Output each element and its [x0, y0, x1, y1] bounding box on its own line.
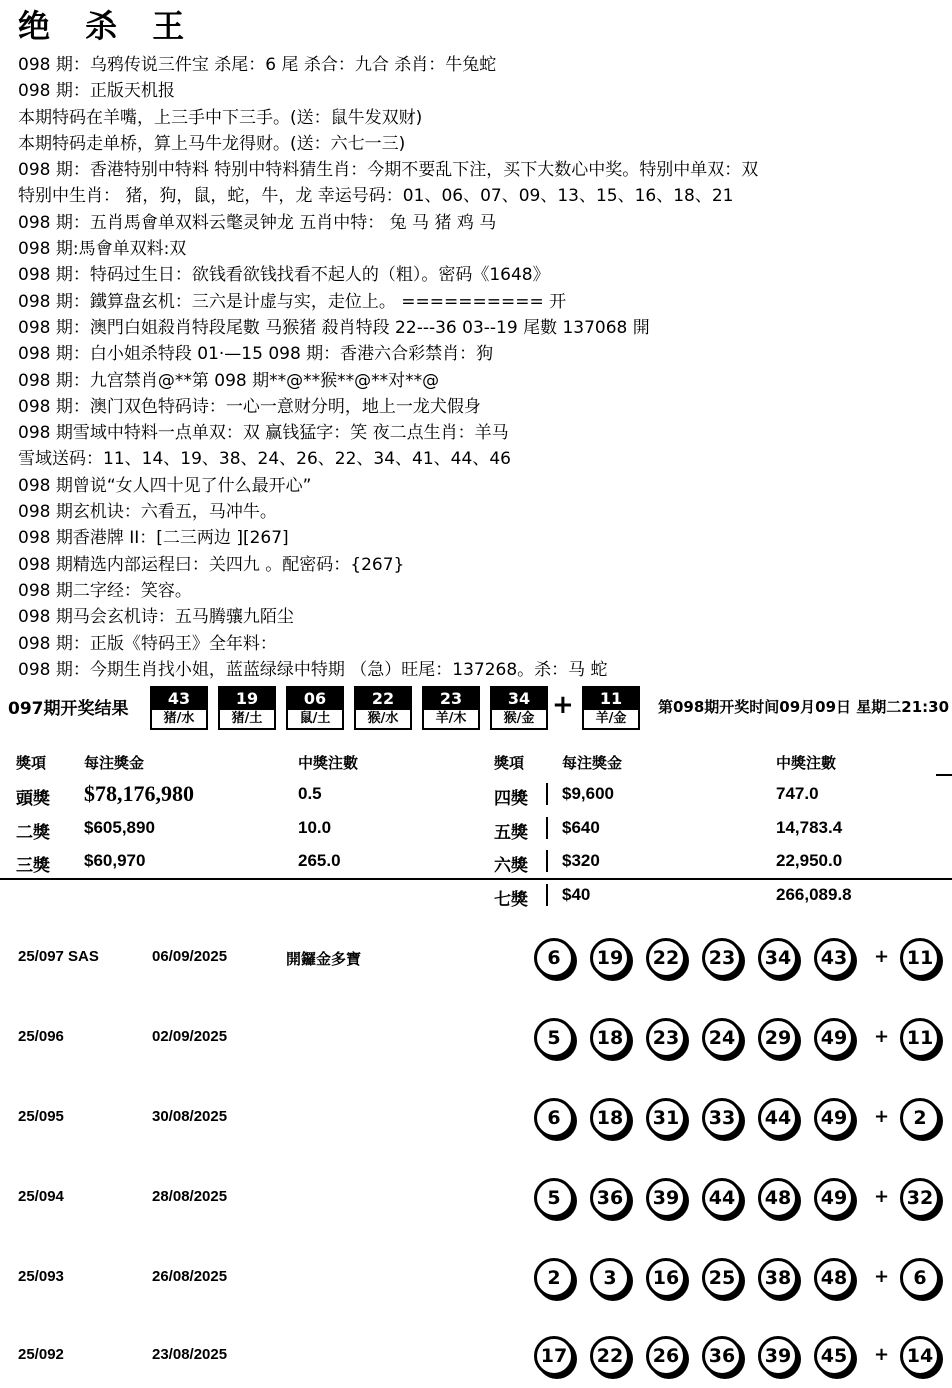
column-separator	[546, 884, 548, 906]
draw-number-box	[422, 686, 480, 730]
text-line: 098 期：九宫禁肖@**第 098 期**@**猴**@**对**@	[18, 370, 440, 391]
plus-sign: +	[552, 690, 574, 720]
history-issue: 25/092	[18, 1346, 64, 1363]
number-ball: 18	[590, 1018, 630, 1058]
draw-number-box	[490, 686, 548, 730]
history-date: 26/08/2025	[152, 1268, 228, 1285]
prize-amount: $78,176,980	[84, 781, 194, 806]
history-row	[0, 932, 952, 982]
text-line: 098 期玄机诀：六看五，马冲牛。	[18, 502, 277, 523]
text-line: 特别中生肖： 猪，狗，鼠，蛇，牛，龙 幸运号码：01、06、07、09、13、15、16、18、21	[18, 186, 734, 207]
prize-name: 五獎	[494, 823, 528, 842]
text-line: 本期特码在羊嘴，上三手中下三手。(送：鼠牛发双财)	[18, 107, 423, 128]
number-ball: 39	[758, 1336, 798, 1376]
number-ball: 49	[814, 1018, 854, 1058]
text-line: 098 期：白小姐杀特段 01·—15 098 期：香港六合彩禁肖：狗	[18, 344, 494, 365]
next-draw-time: 第098期开奖时间09月09日 星期二21:30	[658, 698, 950, 716]
number-ball: 5	[534, 1018, 574, 1058]
number-ball: 49	[814, 1098, 854, 1138]
text-line: 098 期马会玄机诗：五马腾骧九陌尘	[18, 607, 294, 628]
prize-winners: 10.0	[298, 818, 332, 837]
header-rule	[936, 774, 952, 776]
number-ball: 49	[814, 1178, 854, 1218]
prize-table	[0, 744, 952, 914]
text-line: 098 期:馬會单双料:双	[18, 239, 187, 260]
special-number-box	[582, 686, 640, 730]
prize-name: 三獎	[16, 856, 50, 875]
column-separator	[546, 850, 548, 872]
number-ball: 39	[646, 1178, 686, 1218]
draw-zodiac: 猪/水	[163, 711, 195, 726]
special-ball: 6	[900, 1258, 940, 1298]
special-ball: 14	[900, 1336, 940, 1376]
text-line: 098 期：特码过生日：欲钱看欲钱找看不起人的（粗）。密码《1648》	[18, 265, 550, 286]
number-ball: 25	[702, 1258, 742, 1298]
text-line: 098 期：乌鸦传说三件宝 杀尾：6 尾 杀合：九合 杀肖：牛兔蛇	[18, 55, 497, 75]
ball-set	[534, 1258, 948, 1302]
history-date: 28/08/2025	[152, 1188, 228, 1205]
prize-name: 六獎	[494, 856, 528, 875]
text-line: 本期特码走单桥，算上马牛龙得财。(送：六七一三)	[18, 133, 406, 154]
draw-zodiac: 猪/土	[231, 711, 263, 726]
draw-zodiac: 羊/木	[435, 711, 467, 726]
column-separator	[546, 817, 548, 839]
special-ball: 32	[900, 1178, 940, 1218]
number-ball: 44	[702, 1178, 742, 1218]
prize-name: 四獎	[494, 789, 528, 808]
number-ball: 16	[646, 1258, 686, 1298]
text-line: 098 期雪域中特料一点单双：双 赢钱猛字：笑 夜二点生肖：羊马	[18, 423, 509, 444]
history-issue: 25/093	[18, 1268, 64, 1285]
draw-number: 19	[220, 688, 274, 710]
history-issue: 25/097 SAS	[18, 948, 99, 965]
draw-number: 22	[356, 688, 410, 710]
text-line: 098 期：正版《特码王》全年料：	[18, 633, 277, 654]
ball-set	[534, 1178, 948, 1222]
text-line: 098 期：五肖馬會单双料云氅灵钟龙 五肖中特： 兔 马 猪 鸡 马	[18, 212, 497, 233]
number-ball: 3	[590, 1258, 630, 1298]
header-amount: 每注獎金	[84, 755, 145, 772]
number-ball: 23	[646, 1018, 686, 1058]
draw-number-box	[150, 686, 208, 730]
number-ball: 36	[590, 1178, 630, 1218]
text-line: 雪域送码：11、14、19、38、24、26、22、34、41、44、46	[18, 449, 511, 470]
number-ball: 44	[758, 1098, 798, 1138]
draw-history	[0, 926, 952, 1386]
prize-winners: 0.5	[298, 784, 322, 803]
number-ball: 31	[646, 1098, 686, 1138]
text-line: 098 期精选内部运程曰：关四九 。配密码：{267}	[18, 554, 405, 575]
history-date: 30/08/2025	[152, 1108, 228, 1125]
plus-sign: +	[874, 1266, 890, 1287]
draw-number-box	[218, 686, 276, 730]
ball-set	[534, 1336, 948, 1380]
draw-number: 06	[288, 688, 342, 710]
plus-sign: +	[874, 946, 890, 967]
header-item: 獎項	[16, 755, 47, 772]
plus-sign: +	[874, 1186, 890, 1207]
text-line: 098 期：今期生肖找小姐，蓝蓝绿绿中特期 （急）旺尾：137268。杀：马 蛇	[18, 659, 608, 680]
number-ball: 43	[814, 938, 854, 978]
plus-sign: +	[874, 1026, 890, 1047]
number-ball: 23	[702, 938, 742, 978]
history-issue: 25/095	[18, 1108, 64, 1125]
text-line: 098 期二字经：笑容。	[18, 580, 192, 601]
draw-results-bar	[0, 686, 952, 732]
number-ball: 45	[814, 1336, 854, 1376]
ball-set	[534, 1018, 948, 1062]
special-zodiac: 羊/金	[595, 711, 627, 726]
number-ball: 34	[758, 938, 798, 978]
draw-number-box	[354, 686, 412, 730]
history-row	[0, 1172, 952, 1222]
number-ball: 33	[702, 1098, 742, 1138]
history-issue: 25/096	[18, 1028, 64, 1045]
draw-number: 23	[424, 688, 478, 710]
text-line: 098 期：澳门双色特码诗：一心一意财分明，地上一龙犬假身	[18, 396, 481, 417]
number-ball: 6	[534, 938, 574, 978]
prize-winners: 265.0	[298, 851, 341, 870]
prize-amount: $9,600	[562, 784, 614, 803]
number-ball: 22	[590, 1336, 630, 1376]
draw-number: 34	[492, 688, 546, 710]
number-ball: 22	[646, 938, 686, 978]
history-row	[0, 1252, 952, 1302]
draw-zodiac: 猴/水	[367, 711, 399, 726]
prize-name: 頭獎	[16, 789, 50, 808]
plus-sign: +	[874, 1344, 890, 1365]
history-issue: 25/094	[18, 1188, 64, 1205]
header-amount: 每注獎金	[562, 755, 623, 772]
draw-number: 43	[152, 688, 206, 710]
draw-zodiac: 鼠/土	[299, 711, 331, 726]
history-note: 開鑼金多寶	[286, 951, 362, 968]
text-line: 098 期：鐵算盘玄机：三六是计虚与实，走位上。 ========== 开	[18, 291, 567, 312]
prize-name: 七獎	[494, 890, 528, 909]
prediction-lines	[18, 52, 948, 683]
number-ball: 18	[590, 1098, 630, 1138]
ball-set	[534, 938, 948, 982]
number-ball: 48	[758, 1178, 798, 1218]
number-ball: 48	[814, 1258, 854, 1298]
text-line: 098 期曾说“女人四十见了什么最开心”	[18, 475, 312, 496]
number-ball: 2	[534, 1258, 574, 1298]
number-ball: 6	[534, 1098, 574, 1138]
text-line: 098 期香港牌 II：[二三两边 ][267]	[18, 528, 289, 549]
number-ball: 36	[702, 1336, 742, 1376]
header-winners: 中獎注數	[298, 755, 359, 772]
special-number: 11	[584, 688, 638, 710]
number-ball: 5	[534, 1178, 574, 1218]
number-ball: 29	[758, 1018, 798, 1058]
text-line: 098 期：澳門白姐殺肖特段尾數 马猴猪 殺肖特段 22---36 03--19 尾數 137068 開	[18, 317, 650, 338]
draw-zodiac: 猴/金	[503, 711, 535, 726]
special-ball: 2	[900, 1098, 940, 1138]
header-item: 獎項	[494, 755, 525, 772]
history-row	[0, 1330, 952, 1380]
prize-amount: $320	[562, 851, 600, 870]
number-ball: 38	[758, 1258, 798, 1298]
plus-sign: +	[874, 1106, 890, 1127]
prize-winners: 22,950.0	[776, 851, 843, 870]
prize-name: 二獎	[16, 823, 50, 842]
special-ball: 11	[900, 938, 940, 978]
history-date: 23/08/2025	[152, 1346, 228, 1363]
header-winners: 中獎注數	[776, 755, 837, 772]
special-ball: 11	[900, 1018, 940, 1058]
prize-amount: $605,890	[84, 818, 155, 837]
prize-winners: 266,089.8	[776, 885, 852, 904]
prize-amount: $60,970	[84, 851, 146, 870]
history-row	[0, 1092, 952, 1142]
history-row	[0, 1012, 952, 1062]
draw-number-box	[286, 686, 344, 730]
text-line: 098 期：正版天机报	[18, 81, 175, 102]
ball-set	[534, 1098, 948, 1142]
results-label: 097期开奖结果	[8, 699, 129, 719]
number-ball: 17	[534, 1336, 574, 1376]
number-ball: 26	[646, 1336, 686, 1376]
history-date: 02/09/2025	[152, 1028, 228, 1045]
column-separator	[546, 783, 548, 805]
history-date: 06/09/2025	[152, 948, 228, 965]
page-title: 绝 杀 王	[18, 7, 197, 45]
prize-amount: $640	[562, 818, 600, 837]
number-ball: 24	[702, 1018, 742, 1058]
text-line: 098 期：香港特别中特料 特别中特料猜生肖：今期不要乱下注，买下大数心中奖。特别中单双：双	[18, 160, 759, 181]
prize-amount: $40	[562, 885, 591, 904]
number-ball: 19	[590, 938, 630, 978]
prize-winners: 747.0	[776, 784, 819, 803]
table-rule	[0, 878, 952, 880]
prize-winners: 14,783.4	[776, 818, 843, 837]
